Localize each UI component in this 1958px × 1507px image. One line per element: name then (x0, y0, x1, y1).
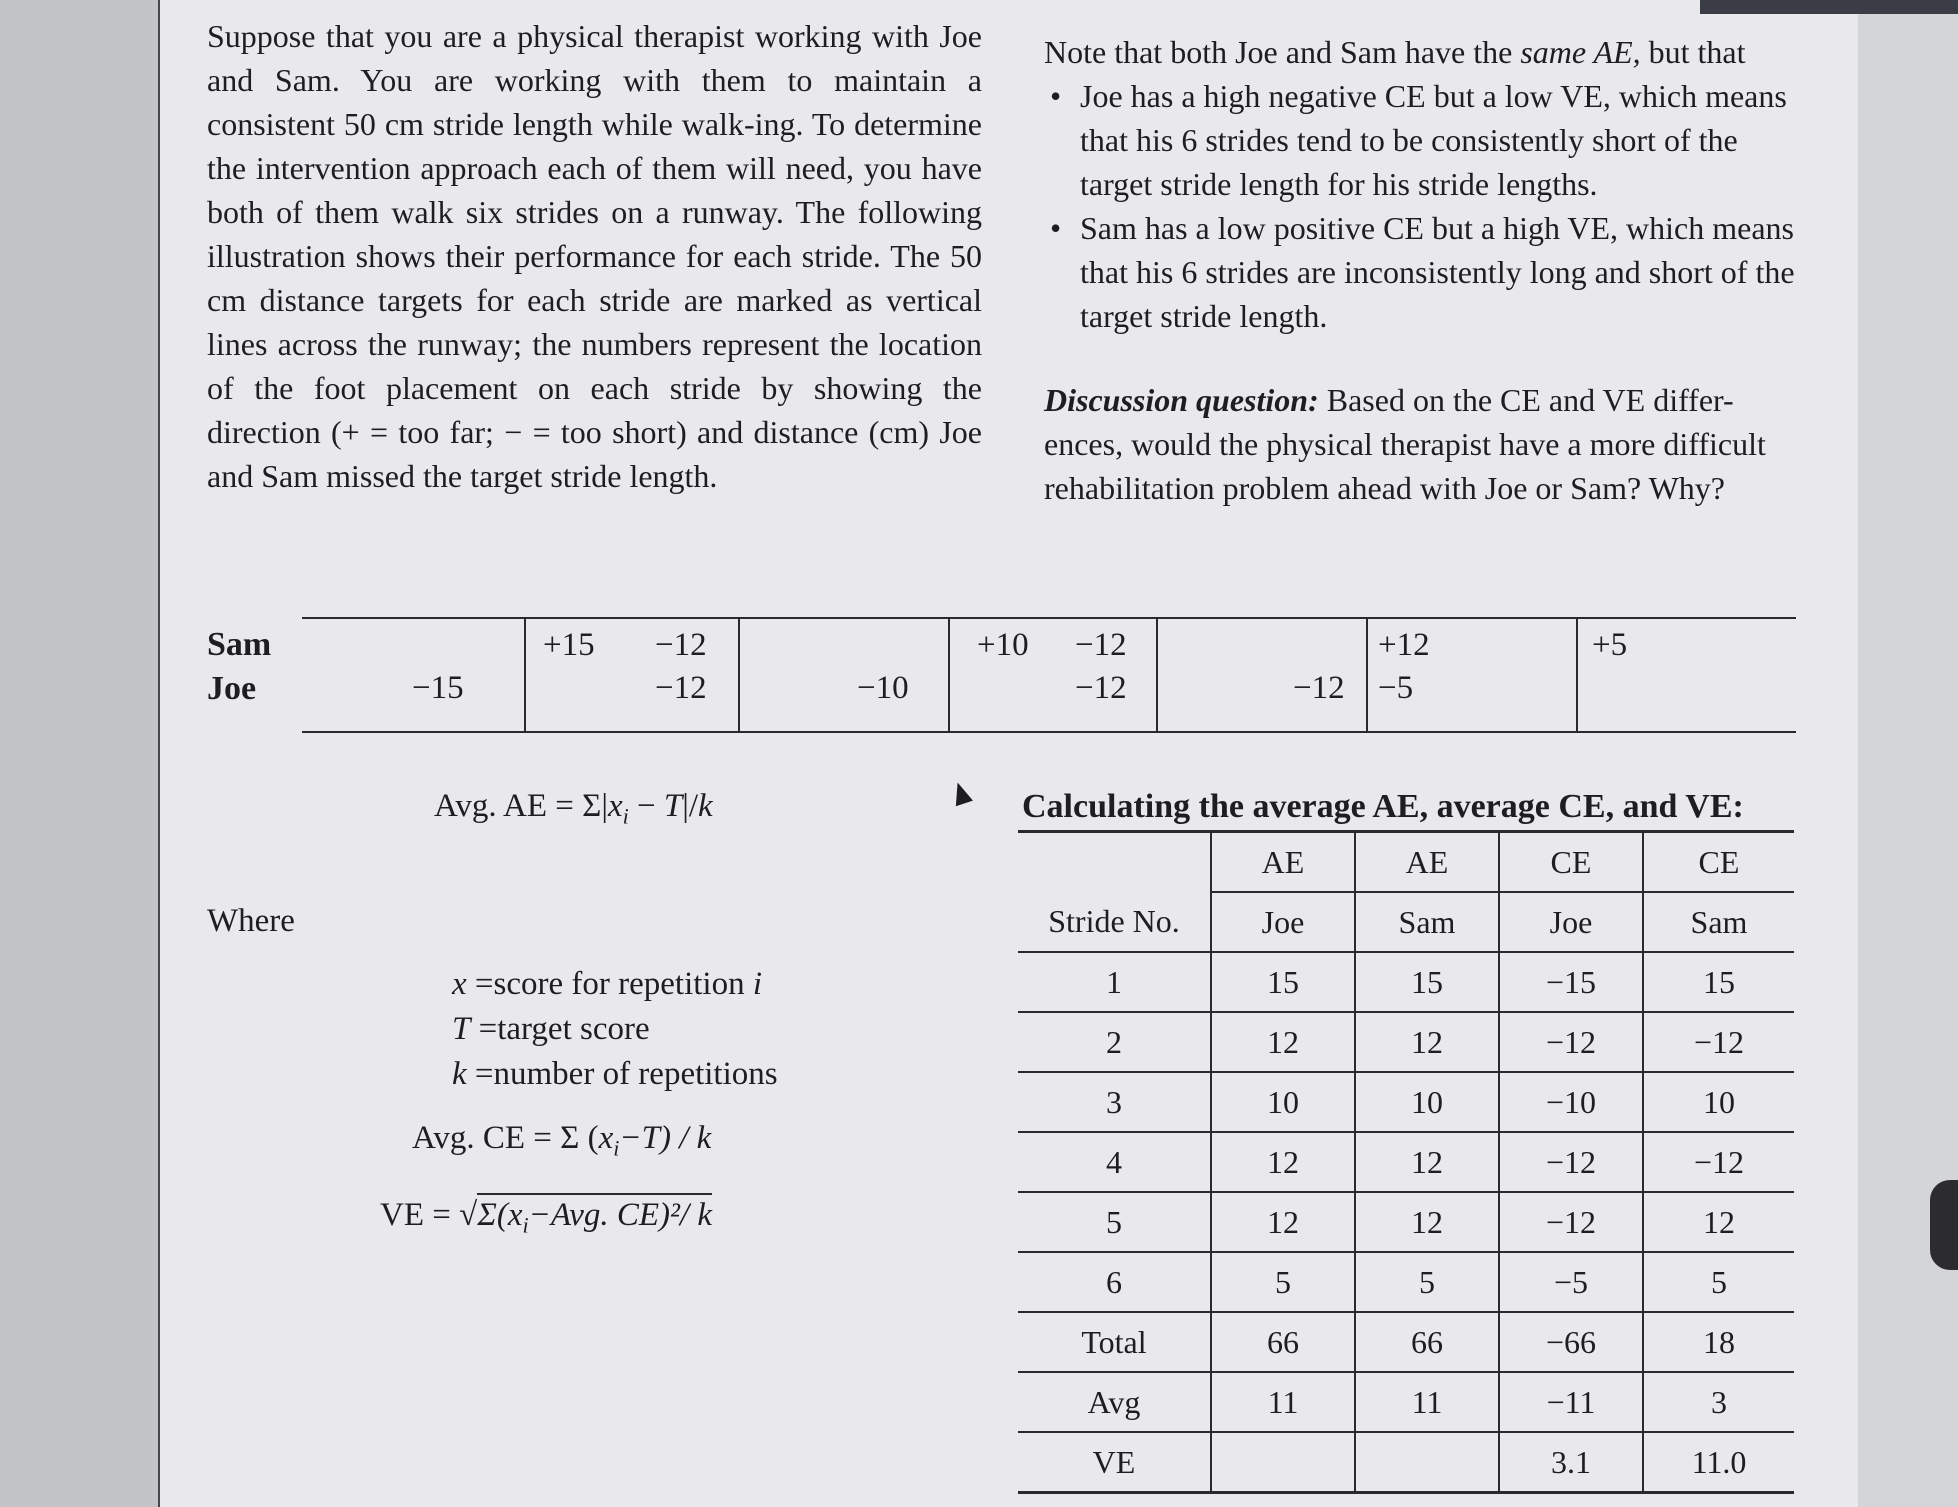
ve-rest: −Avg. CE)²/ k (528, 1197, 712, 1233)
ae-bar: |/ (682, 788, 699, 824)
table-cell: 11 (1355, 1372, 1499, 1432)
table-cell: −66 (1499, 1312, 1643, 1372)
ae-x: x (607, 788, 623, 824)
table-cell: 11.0 (1643, 1432, 1794, 1493)
sam-stride-3: +10 (977, 627, 1029, 663)
table-cell: 3.1 (1499, 1432, 1643, 1493)
joe-stride-5: −12 (1293, 670, 1345, 706)
bullet-sam-text: Sam has a low positive CE but a high VE, which means that his 6 strides are inconsistently long and short of the target stride length. (1080, 210, 1795, 334)
table-cell: 12 (1211, 1192, 1355, 1252)
table-cell: AE (1211, 832, 1355, 893)
runway-label-sam: Sam (207, 626, 272, 663)
table-cell: 10 (1643, 1072, 1794, 1132)
table-cell: Sam (1643, 892, 1794, 952)
table-cell (1355, 1432, 1499, 1493)
table-row (1018, 1312, 1794, 1372)
table-cell: 4 (1018, 1132, 1211, 1192)
bullet-sam (1050, 206, 1804, 338)
sam-stride-5: +12 (1378, 627, 1430, 663)
ae-lhs: Avg. AE = Σ| (434, 788, 608, 824)
table-cell: CE (1499, 832, 1643, 893)
table-cell: 15 (1355, 952, 1499, 1012)
table-cell: VE (1018, 1432, 1211, 1493)
formula-ve (380, 1193, 712, 1239)
table-row (1018, 1072, 1794, 1132)
ce-lhs: Avg. CE = Σ ( (412, 1120, 599, 1156)
def-k-var: k (452, 1056, 467, 1092)
def-T (452, 1011, 650, 1048)
table-cell: −12 (1643, 1012, 1794, 1072)
def-x (452, 966, 762, 1003)
formula-avg-ae (434, 788, 713, 830)
table-cell: 5 (1211, 1252, 1355, 1312)
def-x-text: =score for repetition (466, 966, 753, 1002)
table-cell (1018, 832, 1211, 893)
table-cell: −12 (1499, 1012, 1643, 1072)
table-cell: CE (1643, 832, 1794, 893)
scenario-paragraph (207, 14, 982, 498)
table-header-person (1018, 892, 1794, 952)
table-cell: 2 (1018, 1012, 1211, 1072)
table-cell: 12 (1211, 1132, 1355, 1192)
joe-stride-2: −12 (655, 670, 707, 706)
target-line-3 (948, 619, 950, 731)
table-cell: 18 (1643, 1312, 1794, 1372)
table-cell: 15 (1643, 952, 1794, 1012)
def-k-text: =number of repetitions (466, 1056, 778, 1092)
table-cell: 3 (1018, 1072, 1211, 1132)
intro-emphasis: same AE, (1520, 34, 1641, 70)
background-left (0, 0, 158, 1507)
table-cell: 66 (1355, 1312, 1499, 1372)
def-T-var: T (452, 1011, 471, 1047)
ae-T: T (663, 788, 683, 824)
table-cell: 6 (1018, 1252, 1211, 1312)
def-T-text: =target score (470, 1011, 650, 1047)
def-x-var: x (452, 966, 467, 1002)
table-cell: 5 (1355, 1252, 1499, 1312)
bullet-joe-text: Joe has a high negative CE but a low VE, which means that his 6 strides tend to be consistently short of the target stride length for his stride lengths. (1080, 78, 1787, 202)
table-row (1018, 1192, 1794, 1252)
bullet-joe (1050, 74, 1804, 206)
table-cell: 66 (1211, 1312, 1355, 1372)
target-line-2 (738, 619, 740, 731)
ce-i: i (613, 1135, 620, 1161)
table-row (1018, 952, 1794, 1012)
joe-stride-3: −10 (857, 670, 909, 706)
table-title: Calculating the average AE, average CE, and VE: (1022, 788, 1744, 825)
ae-k: k (698, 788, 713, 824)
notes-column (1044, 30, 1804, 510)
ve-radicand (477, 1193, 712, 1239)
notes-bullets (1044, 74, 1804, 338)
table-cell: 12 (1355, 1192, 1499, 1252)
table-cell: −15 (1499, 952, 1643, 1012)
table-cell: Joe (1499, 892, 1643, 952)
table-cell: 12 (1643, 1192, 1794, 1252)
table-row (1018, 1132, 1794, 1192)
sam-stride-1: +15 (543, 627, 595, 663)
runway-label-joe: Joe (207, 670, 257, 707)
table-cell: Avg (1018, 1372, 1211, 1432)
ae-i: i (622, 803, 629, 829)
sam-stride-6: +5 (1592, 627, 1628, 663)
joe-stride-1: −15 (412, 670, 464, 706)
def-x-i: i (752, 966, 762, 1002)
formula-avg-ce (412, 1120, 711, 1162)
discussion-text: Based on the CE and VE differ-ences, would the physical therapist have a more difficult rehabilitation problem ahead with Joe or Sam? Why? (1044, 382, 1766, 506)
ce-rest: −T) / k (619, 1120, 712, 1156)
ae-minus: − (628, 788, 664, 824)
target-line-1 (524, 619, 526, 731)
target-line-4 (1156, 619, 1158, 731)
table-cell: −12 (1499, 1192, 1643, 1252)
table-cell: −11 (1499, 1372, 1643, 1432)
sam-stride-4: −12 (1075, 627, 1127, 663)
table-cell: 11 (1211, 1372, 1355, 1432)
table-row (1018, 1372, 1794, 1432)
ce-x: x (598, 1120, 614, 1156)
joe-stride-4: −12 (1075, 670, 1127, 706)
table-cell: Stride No. (1018, 892, 1211, 952)
table-cell: Total (1018, 1312, 1211, 1372)
runway (302, 617, 1796, 733)
table-cell: Sam (1355, 892, 1499, 952)
table-cell (1211, 1432, 1355, 1493)
bullet-glyph: • (1050, 210, 1062, 246)
table-cell: −10 (1499, 1072, 1643, 1132)
table-cell: 1 (1018, 952, 1211, 1012)
table-row (1018, 1012, 1794, 1072)
target-line-6 (1576, 619, 1578, 731)
table-cell: 5 (1643, 1252, 1794, 1312)
table-cell: 10 (1355, 1072, 1499, 1132)
ve-i: i (522, 1212, 529, 1238)
intro-text: Note that both Joe and Sam have the (1044, 34, 1521, 70)
where-label: Where (207, 903, 295, 939)
page-edge-shadow (1700, 0, 1958, 14)
notes-intro (1044, 30, 1804, 74)
target-line-5 (1366, 619, 1368, 731)
table-cell: 10 (1211, 1072, 1355, 1132)
ve-expr: Σ(x (477, 1197, 523, 1233)
table-cell: Joe (1211, 892, 1355, 952)
table-row (1018, 1432, 1794, 1493)
joe-stride-6: −5 (1378, 670, 1414, 706)
table-cell: −12 (1499, 1132, 1643, 1192)
bullet-glyph: • (1050, 78, 1062, 114)
ve-lhs: VE = √ (380, 1197, 478, 1233)
def-k (452, 1056, 778, 1093)
table-cell: −5 (1499, 1252, 1643, 1312)
table-header-measure (1018, 832, 1794, 893)
table-cell: 12 (1211, 1012, 1355, 1072)
table-row (1018, 1252, 1794, 1312)
table-cell: AE (1355, 832, 1499, 893)
table-cell: 15 (1211, 952, 1355, 1012)
table-cell: 12 (1355, 1012, 1499, 1072)
table-cell: 3 (1643, 1372, 1794, 1432)
table-cell: 5 (1018, 1192, 1211, 1252)
scenario-text: Suppose that you are a physical therapist working with Joe and Sam. You are working with them to maintain a consistent 50 cm stride length while walk-ing. To determine the intervention approach each of them will need, you have both of them walk six strides on a runway. The following illustration shows their performance for each stride. The 50 cm distance targets for each stride are marked as vertical lines across the runway; the numbers represent the location of the foot placement on each stride by showing the direction (+ = too far; − = too short) and distance (cm) Joe and Sam missed the target stride length. (207, 18, 982, 494)
discussion-question (1044, 378, 1804, 510)
table-cell: −12 (1643, 1132, 1794, 1192)
binder-clip (1930, 1180, 1958, 1270)
discussion-label: Discussion question: (1044, 382, 1319, 418)
sam-stride-2: −12 (655, 627, 707, 663)
background-right (1858, 0, 1958, 1507)
table-cell: 12 (1355, 1132, 1499, 1192)
intro-text-end: but that (1640, 34, 1746, 70)
calc-table (1018, 830, 1794, 1494)
